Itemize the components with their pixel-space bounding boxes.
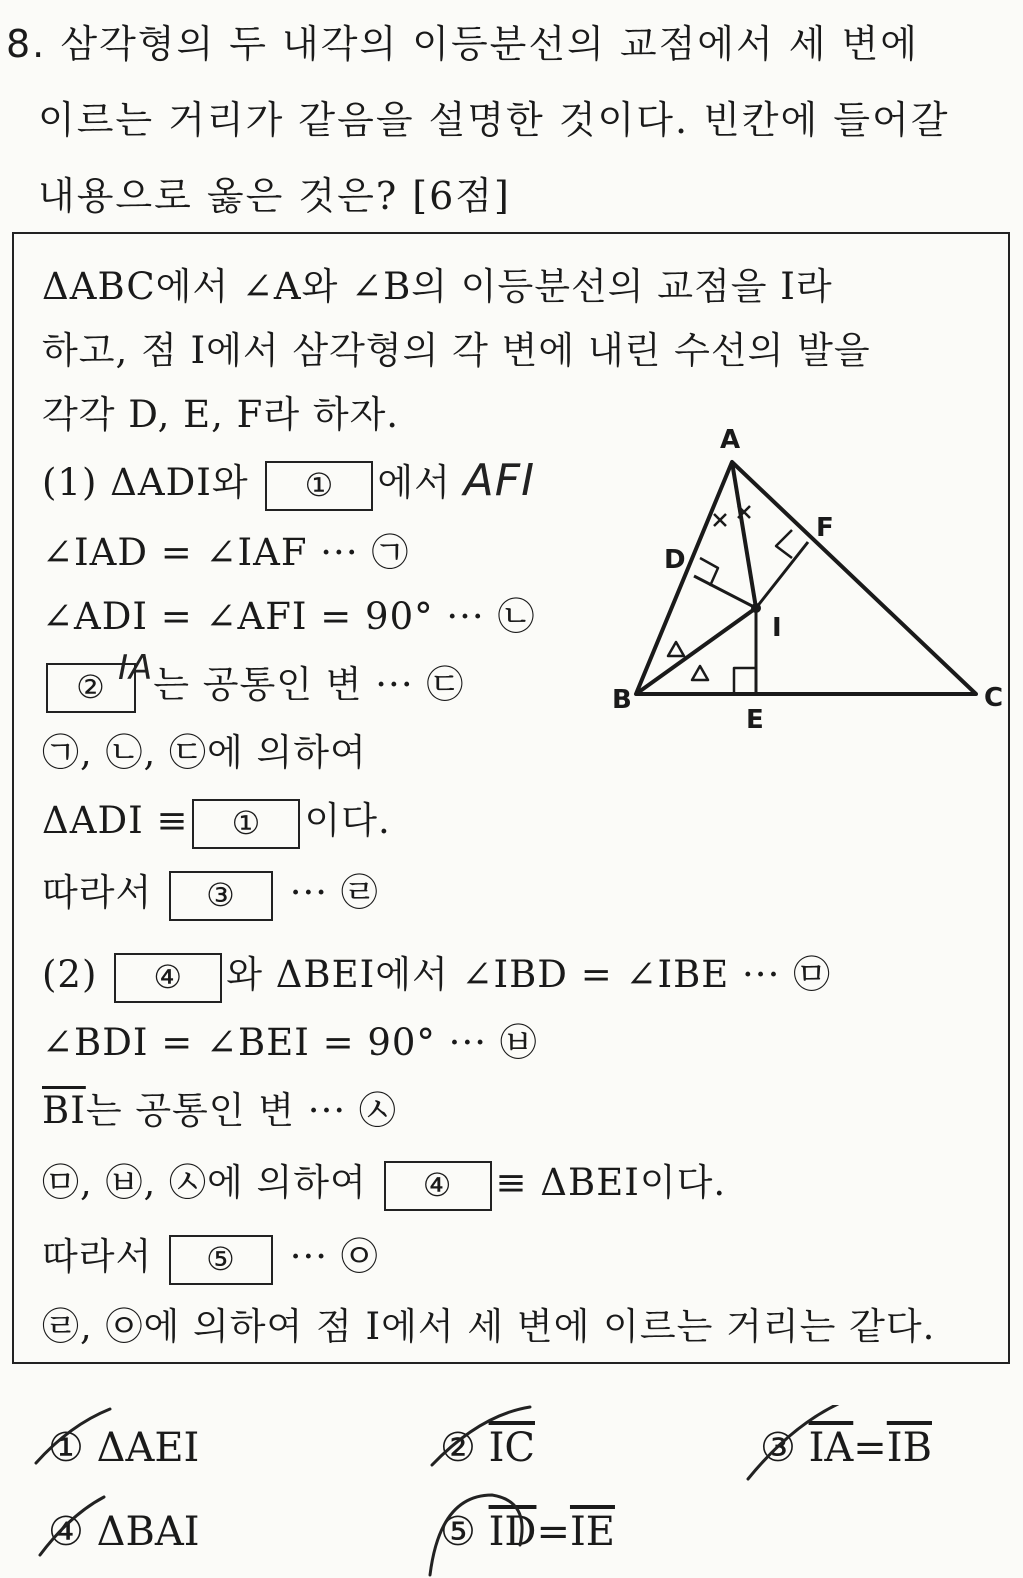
proof-step1-line4 xyxy=(42,648,465,713)
proof-step1-line5: ㉠, ㉡, ㉢에 의하여 xyxy=(42,731,367,774)
proof-step1-line7 xyxy=(42,862,379,921)
proof-step1-line2: ∠IAD = ∠IAF ··· ㉠ xyxy=(42,531,410,574)
step1-line7-prefix: 따라서 xyxy=(42,871,153,914)
step2-line4-prefix: ㉤, ㉥, ㉦에 의하여 xyxy=(42,1161,367,1204)
choice-5-number: ⑤ xyxy=(440,1509,476,1555)
triangle-figure xyxy=(610,418,1010,748)
choice-3-eq: = xyxy=(853,1425,887,1471)
angle-mark-a1 xyxy=(714,514,726,526)
proof-step2-line5 xyxy=(42,1226,379,1285)
perpendicular-id xyxy=(694,576,756,608)
proof-step1-line6 xyxy=(42,790,391,849)
blank-4-repeat: ④ xyxy=(384,1161,492,1211)
proof-step2-line3 xyxy=(42,1080,397,1134)
proof-conclusion: ㉣, ㉧에 의하여 점 I에서 세 변에 이르는 거리는 같다. xyxy=(42,1305,936,1348)
step1-line7-suffix: ··· ㉣ xyxy=(289,871,379,914)
question-line-3: 내용으로 옳은 것은? [6점] xyxy=(38,174,511,218)
handwritten-answer-afi: AFI xyxy=(463,455,536,506)
right-angle-f xyxy=(776,530,792,558)
choice-1[interactable] xyxy=(48,1425,199,1471)
choice-2-number: ② xyxy=(440,1425,476,1471)
choice-3[interactable] xyxy=(760,1425,932,1471)
question-number: 8. xyxy=(6,22,47,66)
question-line-1: 삼각형의 두 내각의 이등분선의 교점에서 세 변에 xyxy=(60,22,919,66)
incenter-point xyxy=(751,603,761,613)
proof-step2-line4 xyxy=(42,1152,726,1211)
label-a: A xyxy=(720,425,741,455)
label-e: E xyxy=(746,705,764,735)
blank-5: ⑤ xyxy=(169,1235,273,1285)
choice-5-text-a: $\overline{ID}$ xyxy=(488,1509,537,1555)
proof-box xyxy=(12,232,1010,1364)
right-angle-e xyxy=(734,668,756,694)
step2-line3-suffix: 는 공통인 변 ··· ㉦ xyxy=(85,1089,397,1132)
choice-5[interactable] xyxy=(440,1509,615,1555)
proof-intro-3: 각각 D, E, F라 하자. xyxy=(42,393,400,436)
choice-5-text-b: $\overline{IE}$ xyxy=(569,1509,615,1555)
blank-1: ① xyxy=(265,461,373,511)
step2-suffix: 와 ΔBEI에서 ∠IBD = ∠IBE ··· ㉤ xyxy=(226,953,832,996)
choice-5-eq: = xyxy=(536,1509,570,1555)
proof-step2-line2: ∠BDI = ∠BEI = 90° ··· ㉥ xyxy=(42,1021,538,1064)
handwritten-answer-ia: IA xyxy=(118,648,154,688)
blank-3: ③ xyxy=(169,871,273,921)
choice-2-text: $\overline{IC}$ xyxy=(488,1425,535,1471)
step2-prefix: (2) xyxy=(42,953,98,996)
angle-mark-b2 xyxy=(692,666,708,680)
proof-intro-1: ΔABC에서 ∠A와 ∠B의 이등분선의 교점을 I라 xyxy=(42,265,833,308)
blank-4: ④ xyxy=(114,953,222,1003)
choice-1-text: ΔAEI xyxy=(96,1425,200,1471)
label-d: D xyxy=(664,545,686,575)
label-f: F xyxy=(816,513,834,543)
proof-intro-2: 하고, 점 I에서 삼각형의 각 변에 내린 수선의 발을 xyxy=(42,329,871,372)
proof-step1-line1 xyxy=(42,452,535,511)
choice-1-number: ① xyxy=(48,1425,84,1471)
question-line-2: 이르는 거리가 같음을 설명한 것이다. 빈칸에 들어갈 xyxy=(38,98,950,142)
step1-line6-suffix: 이다. xyxy=(304,799,391,842)
choice-4-text: ΔBAI xyxy=(96,1509,200,1555)
segment-bi: $\overline{BI}$ xyxy=(42,1089,86,1132)
angle-mark-b1 xyxy=(668,642,684,656)
choice-2[interactable] xyxy=(440,1425,535,1471)
step1-line4-suffix: 는 공통인 변 ··· ㉢ xyxy=(153,663,465,706)
choice-4[interactable] xyxy=(48,1509,200,1555)
choice-3-text-a: $\overline{IA}$ xyxy=(808,1425,854,1471)
choice-3-text-b: $\overline{IB}$ xyxy=(886,1425,932,1471)
blank-1-repeat: ① xyxy=(192,799,300,849)
proof-step2-line1 xyxy=(42,944,831,1003)
choice-4-number: ④ xyxy=(48,1509,84,1555)
step2-line4-suffix: ≡ ΔBEI이다. xyxy=(495,1161,727,1204)
question-text xyxy=(6,6,1006,234)
label-b: B xyxy=(612,685,632,715)
proof-step1-line3: ∠ADI = ∠AFI = 90° ··· ㉡ xyxy=(42,595,536,638)
step1-prefix: (1) ΔADI와 xyxy=(42,461,249,504)
step2-line5-prefix: 따라서 xyxy=(42,1235,153,1278)
step1-suffix: 에서 xyxy=(377,461,451,504)
choice-3-number: ③ xyxy=(760,1425,796,1471)
label-i: I xyxy=(772,613,782,643)
label-c: C xyxy=(984,683,1004,713)
blank-2: ② xyxy=(46,663,136,713)
step2-line5-suffix: ··· ㉧ xyxy=(289,1235,379,1278)
step1-line6-prefix: ΔADI ≡ xyxy=(42,799,189,842)
answer-choices xyxy=(0,1405,1023,1578)
